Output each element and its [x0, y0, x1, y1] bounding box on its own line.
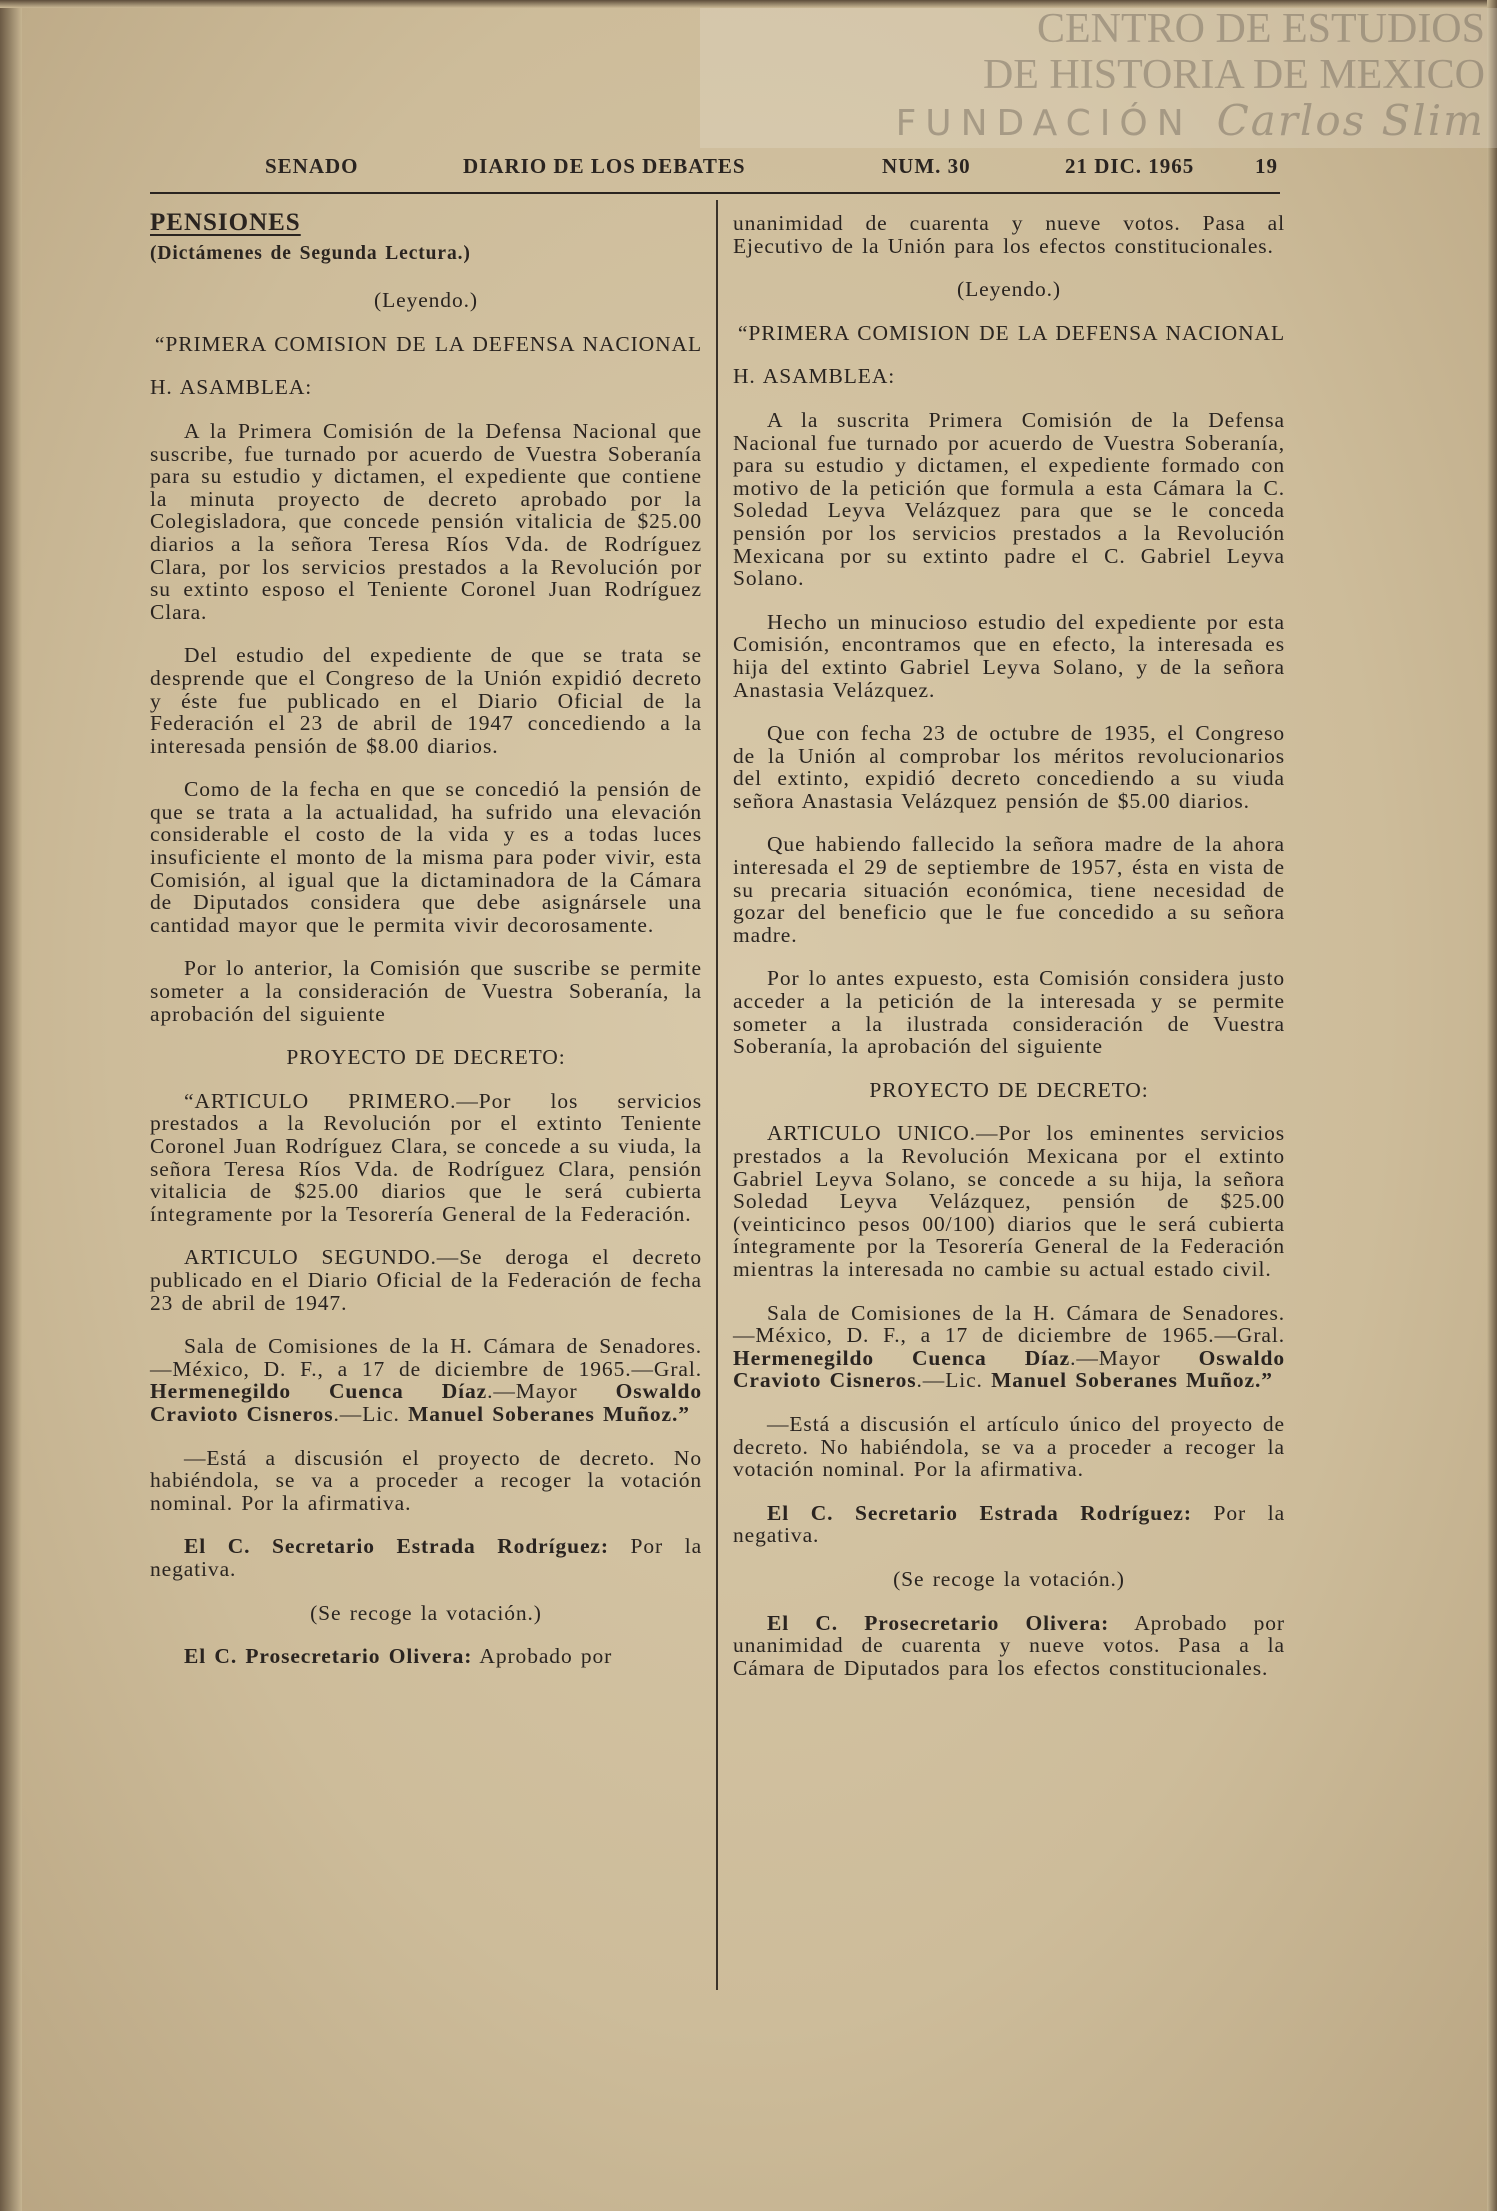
text-run: Por lo anterior, la Comisión que suscribe se permite someter a la consideración de Vuestra Soberanía, la aprobación del siguiente [150, 956, 702, 1026]
paragraph [150, 1246, 702, 1314]
page-number: 19 [1255, 154, 1278, 178]
paragraph [733, 967, 1285, 1057]
column-divider [716, 200, 718, 1990]
paragraph [733, 1122, 1285, 1280]
paragraph [150, 1447, 702, 1515]
text-run: Aprobado por unanimidad de cuarenta y nueve votos. Pasa a la Cámara de Diputados para los efectos constitucionales. [733, 1610, 1285, 1680]
salutation: H. ASAMBLEA: [733, 364, 896, 389]
text-run: Sala de Comisiones de la H. Cámara de Senadores.—México, D. F., a 17 de diciembre de 1965.—Gral. [150, 1334, 702, 1381]
paragraph [150, 1335, 702, 1425]
text-run: .—Lic. [333, 1401, 409, 1426]
paragraph [150, 420, 702, 623]
running-header [265, 154, 1285, 182]
page-edge-shadow [0, 0, 22, 2211]
centered-line: (Se recoge la votación.) [310, 1600, 542, 1625]
page-edge-shadow [1487, 0, 1497, 2211]
text-run: Sala de Comisiones de la H. Cámara de Senadores.—México, D. F., a 17 de diciembre de 1965.—Gral. [733, 1300, 1285, 1348]
watermark [640, 6, 1485, 144]
bold-text: El C. Secretario Estrada Rodríguez: [184, 1534, 609, 1559]
right-column [733, 212, 1285, 1700]
watermark-line: CENTRO DE [1036, 6, 1272, 52]
paragraph [150, 957, 702, 1025]
text-run: .—Mayor [487, 1379, 616, 1404]
paragraph [733, 212, 1285, 257]
header-rule [150, 192, 1280, 194]
paragraph [733, 722, 1285, 812]
text-run: Por la negativa. [733, 1500, 1286, 1548]
commission-title: “PRIMERA COMISION DE LA DEFENSA NACIONAL [737, 320, 1285, 345]
paragraph [150, 1535, 702, 1580]
paragraph [733, 1413, 1285, 1481]
text-run: Que habiendo fallecido la señora madre de la ahora interesada el 29 de septiembre de 1957, ésta en vista de su precaria situación económica, tiene necesidad de gozar del beneficio que le fue concedido a su señora madre. [733, 832, 1285, 947]
section-subheading: (Dictámenes de Segunda Lectura.) [150, 242, 471, 264]
centered-line: (Se recoge la votación.) [893, 1566, 1125, 1591]
text-run: Hecho un minucioso estudio del expediente por esta Comisión, encontramos que en efecto, la interesada es hija del extinto Gabriel Leyva Solano, y de la señora Anastasia Velázquez. [733, 609, 1285, 702]
text-run: unanimidad de cuarenta y nueve votos. Pasa al Ejecutivo de la Unión para los efectos constitucionales. [733, 211, 1285, 258]
text-run: —Está a discusión el proyecto de decreto. No habiéndola, se va a proceder a recoger la votación nominal. Por la afirmativa. [150, 1445, 702, 1515]
text-run: Por lo antes expuesto, esta Comisión considera justo acceder a la petición de la interesada y se permite someter a la ilustrada consideración de Vuestra Soberanía, la aprobación del siguiente [733, 966, 1285, 1059]
text-run: .—Lic. [916, 1368, 992, 1393]
bold-text: Manuel Soberanes Muñoz.” [408, 1401, 690, 1426]
text-run: A la suscrita Primera Comisión de la Defensa Nacional fue turnado por acuerdo de Vuestra Soberanía, para su estudio y dictamen, el expediente formado con motivo de la petición que formula a esta Cámara la C. Soledad Leyva Velázquez para que se le conceda pensión por los servicios prestados a la Revolución Mexicana por su extinto padre el C. Gabriel Leyva Solano. [733, 407, 1285, 591]
bold-text: Oswaldo Cravioto Cisneros [733, 1345, 1285, 1393]
header-number: NUM. 30 [882, 154, 971, 178]
header-section: SENADO [265, 154, 359, 178]
text-run: Como de la fecha en que se concedió la pensión de que se trata a la actualidad, ha sufrido una elevación considerable el costo de la vida y es a todas luces insuficiente el monto de la misma para poder vivir, esta Comisión, al igual que la dictaminadora de la Cámara de Diputados considera que debe asignársele una cantidad mayor que le permita vivir decorosamente. [150, 777, 702, 937]
text-run: Aprobado por [472, 1644, 613, 1669]
paragraph [150, 1645, 702, 1668]
text-run: —Está a discusión el artículo único del proyecto de decreto. No habiéndola, se va a proceder a recoger la votación nominal. Por la afirmativa. [733, 1411, 1285, 1482]
bold-text: El C. Prosecretario Olivera: [767, 1610, 1110, 1635]
paragraph [733, 833, 1285, 946]
watermark-line: ESTUDIOS [1281, 6, 1485, 52]
text-run: “ARTICULO PRIMERO.—Por los servicios prestados a la Revolución por el extinto Teniente Coronel Juan Rodríguez Clara, se concede a su viuda, la señora Teresa Ríos Vda. de Rodríguez Clara, pensión vitalicia de $25.00 diarios que le será cubierta íntegramente por la Tesorería General de la Federación. [150, 1088, 702, 1226]
paragraph [150, 778, 702, 936]
bold-text: El C. Secretario Estrada Rodríguez: [767, 1500, 1192, 1525]
centered-line: PROYECTO DE DECRETO: [869, 1077, 1149, 1102]
centered-line: (Leyendo.) [957, 277, 1061, 302]
watermark-foundation: FUNDACIÓN [895, 103, 1193, 144]
watermark-line: DE MEXICO [1252, 52, 1485, 98]
text-run: Por la negativa. [150, 1534, 703, 1581]
bold-text: El C. Prosecretario Olivera: [184, 1644, 473, 1669]
salutation: H. ASAMBLEA: [150, 375, 313, 400]
bold-text: Manuel Soberanes Muñoz.” [991, 1368, 1273, 1393]
watermark-signature: Carlos Slim [1216, 96, 1485, 145]
watermark-line: DE HISTORIA [982, 52, 1243, 98]
paragraph [733, 611, 1285, 701]
text-run: ARTICULO UNICO.—Por los eminentes servicios prestados a la Revolución Mexicana por el extinto Gabriel Leyva Solano, se concede a su hija, la señora Soledad Leyva Velázquez, pensión de $25.00 (veinticinco pesos 00/100) diarios que le será cubierta íntegramente por la Tesorería General de la Federación mientras la interesada no cambie su actual estado civil. [733, 1121, 1285, 1281]
header-publication: DIARIO DE LOS DEBATES [463, 154, 746, 178]
paragraph [733, 1502, 1285, 1547]
bold-text: Oswaldo Cravioto Cisneros [150, 1379, 702, 1426]
text-run: Que con fecha 23 de octubre de 1935, el Congreso de la Unión al comprobar los méritos revolucionarios del extinto, expidió decreto concediendo a su viuda señora Anastasia Velázquez pensión de $5.00 diarios. [733, 721, 1285, 813]
section-heading: PENSIONES [150, 209, 301, 236]
paragraph [733, 1612, 1285, 1680]
bold-text: Hermenegildo Cuenca Díaz [150, 1379, 488, 1404]
watermark-row [640, 52, 1485, 98]
paragraph [733, 1302, 1285, 1392]
centered-line: PROYECTO DE DECRETO: [286, 1045, 566, 1070]
paragraph [150, 1090, 702, 1226]
paragraph [733, 409, 1285, 590]
left-column [150, 209, 703, 1689]
bold-text: Hermenegildo Cuenca Díaz [733, 1345, 1071, 1370]
text-run: ARTICULO SEGUNDO.—Se deroga el decreto publicado en el Diario Oficial de la Federación de fecha 23 de abril de 1947. [150, 1245, 702, 1315]
header-date: 21 DIC. 1965 [1065, 154, 1195, 178]
centered-line: (Leyendo.) [374, 288, 478, 313]
text-run: A la Primera Comisión de la Defensa Nacional que suscribe, fue turnado por acuerdo de Vuestra Soberanía para su estudio y dictamen, el expediente que contiene la minuta proyecto de decreto aprobado por la Colegisladora, que concede pensión vitalicia de $25.00 diarios a la señora Teresa Ríos Vda. de Rodríguez Clara, por los servicios prestados a la Revolución por su extinto esposo el Teniente Coronel Juan Rodríguez Clara. [150, 418, 702, 624]
watermark-row [640, 6, 1485, 52]
commission-title: “PRIMERA COMISION DE LA DEFENSA NACIONAL [154, 331, 702, 356]
text-run: .—Mayor [1070, 1345, 1199, 1370]
paragraph [150, 644, 702, 757]
watermark-row [640, 98, 1485, 144]
text-run: Del estudio del expediente de que se trata se desprende que el Congreso de la Unión expidió decreto y éste fue publicado en el Diario Oficial de la Federación el 23 de abril de 1947 concediendo a la interesada pensión de $8.00 diarios. [150, 643, 702, 758]
